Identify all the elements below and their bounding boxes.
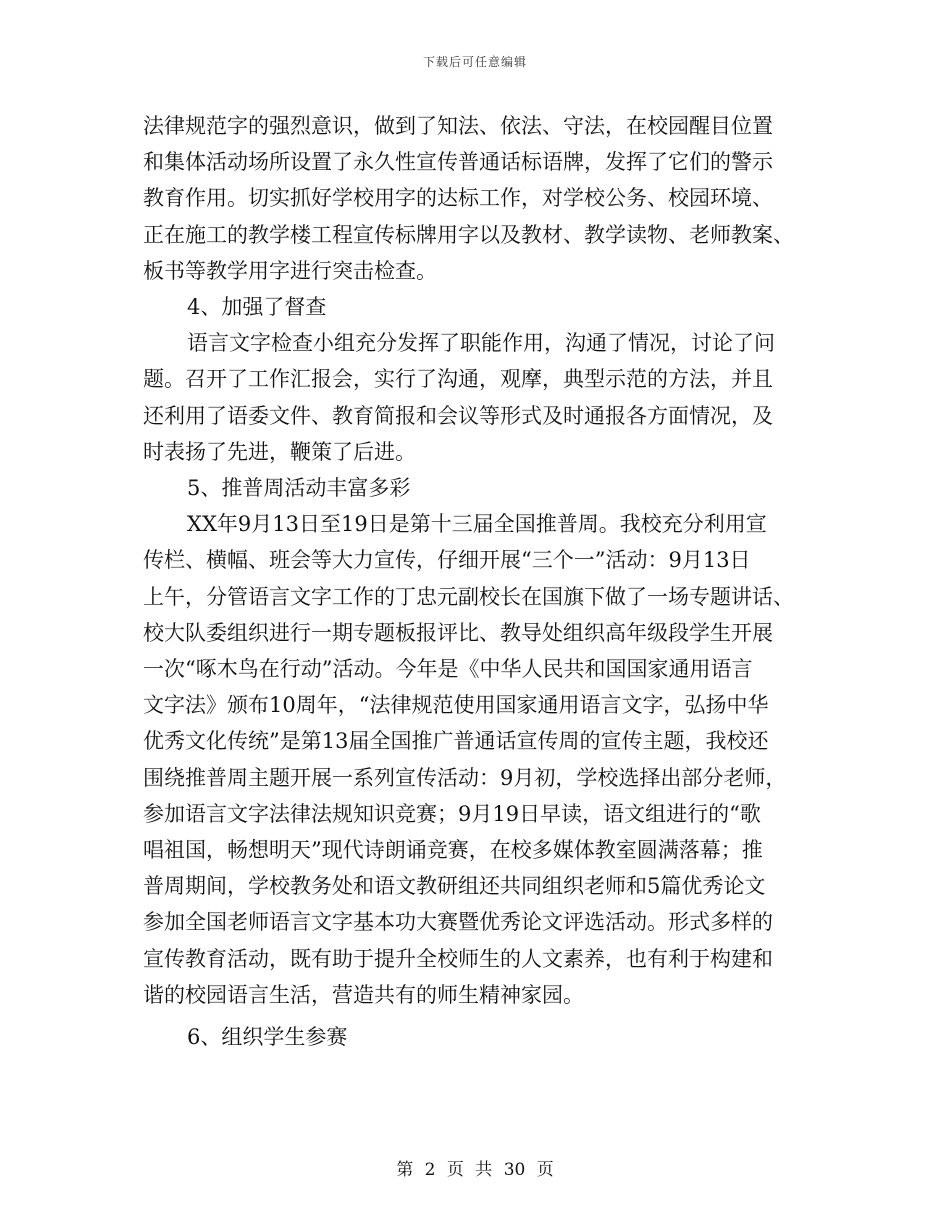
section-heading-6 xyxy=(143,1019,803,1055)
text-line: 语言文字检查小组充分发挥了职能作用，沟通了情况，讨论了问 xyxy=(187,331,775,356)
text-line: XX年9月13日至19日是第十三届全国推普周。我校充分利用宣 xyxy=(187,512,767,537)
heading-text: 6、组织学生参赛 xyxy=(187,1025,348,1050)
text-line: 谐的校园语言生活，营造共有的师生精神家园。 xyxy=(143,982,584,1007)
text-line: 时表扬了先进，鞭策了后进。 xyxy=(143,439,416,464)
paragraph-supervision xyxy=(143,325,803,470)
text-line: 题。召开了工作汇报会，实行了沟通，观摩，典型示范的方法，并且 xyxy=(143,367,773,392)
text-line: 正在施工的教学楼工程宣传标牌用字以及教材、教学读物、老师教案、 xyxy=(143,222,794,247)
text-line: 一次“啄木鸟在行动”活动。今年是《中华人民共和国国家通用语言 xyxy=(143,657,753,682)
text-line: 和集体活动场所设置了永久性宣传普通话标语牌，发挥了它们的警示 xyxy=(143,150,773,175)
paragraph-promotion-week xyxy=(143,506,803,1013)
text-line: 普周期间，学校教务处和语文教研组还共同组织老师和5篇优秀论文 xyxy=(143,874,766,899)
text-line: 传栏、横幅、班会等大力宣传，仔细开展“三个一”活动：9月13日 xyxy=(143,548,751,573)
paragraph-continuation xyxy=(143,108,803,289)
page-number: 第 2 页 共 30 页 xyxy=(396,1160,554,1180)
page-header-note: 下载后可任意编辑 xyxy=(422,55,527,69)
text-line: 唱祖国，畅想明天”现代诗朗诵竞赛，在校多媒体教室圆满落幕；推 xyxy=(143,838,763,863)
heading-text: 5、推普周活动丰富多彩 xyxy=(187,476,411,501)
text-line: 参加全国老师语言文字基本功大赛暨优秀论文评选活动。形式多样的 xyxy=(143,910,773,935)
text-line: 法律规范字的强烈意识，做到了知法、依法、守法，在校园醒目位置 xyxy=(143,114,773,138)
text-line: 优秀文化传统”是第13届全国推广普通话宣传周的宣传主题，我校还 xyxy=(143,729,769,754)
text-line: 板书等教学用字进行突击检查。 xyxy=(143,258,437,283)
text-line: 还利用了语委文件、教育简报和会议等形式及时通报各方面情况，及 xyxy=(143,403,773,428)
text-line: 教育作用。切实抓好学校用字的达标工作，对学校公务、校园环境、 xyxy=(143,186,773,211)
text-line: 宣传教育活动，既有助于提升全校师生的人文素养，也有利于构建和 xyxy=(143,946,773,971)
section-heading-5 xyxy=(143,470,803,506)
text-line: 围绕推普周主题开展一系列宣传活动：9月初，学校选择出部分老师， xyxy=(143,765,787,790)
text-line: 上午，分管语言文字工作的丁忠元副校长在国旗下做了一场专题讲话、 xyxy=(143,584,794,609)
document-body xyxy=(143,108,803,1055)
text-line: 校大队委组织进行一期专题板报评比、教导处组织高年级段学生开展 xyxy=(143,620,773,645)
section-heading-4 xyxy=(143,289,803,325)
text-line: 参加语言文字法律法规知识竞赛；9月19日早读，语文组进行的“歌 xyxy=(143,801,761,826)
text-line: 文字法》颁布10周年，“法律规范使用国家通用语言文字，弘扬中华 xyxy=(143,693,769,718)
heading-text: 4、加强了督查 xyxy=(187,295,327,320)
